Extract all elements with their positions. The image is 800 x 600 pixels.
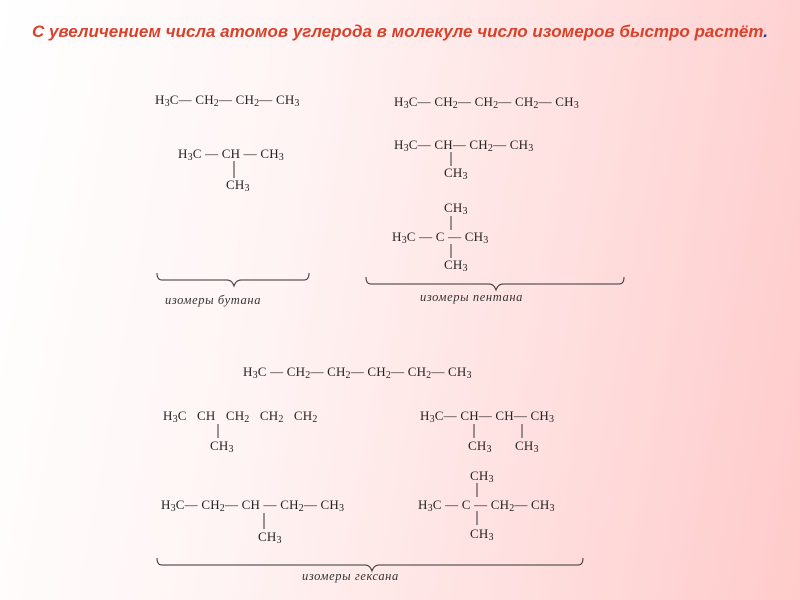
methylpentane3-branch: $CH_3$ (258, 529, 282, 546)
pentane-brace (366, 277, 624, 290)
isobutane-main-chain: $H_3C$ — CH — $CH_3$ (178, 146, 284, 163)
hexane-isomers-label: изомеры гексана (302, 569, 399, 583)
dimethylbutane23-main-chain: $H_3C—$ CH— CH— $CH_3$ (420, 408, 555, 425)
neopentane-top-branch: $CH_3$ (444, 200, 468, 217)
n-pentane-formula: $H_3C—$ $CH_2—$ $CH_2—$ $CH_2—$ $CH_3$ (394, 94, 579, 111)
slide-title-dot: . (763, 22, 769, 41)
dimethylbutane22-main-chain: $H_3C$ — C — $CH_2—$ $CH_3$ (418, 497, 555, 514)
dimethylbutane22-bottom-branch: $CH_3$ (470, 526, 494, 543)
dimethylbutane23-branch-2: $CH_3$ (515, 438, 539, 455)
pentane-isomers-label: изомеры пентана (420, 290, 523, 304)
n-butane-formula: $H_3C—$ $CH_2—$ $CH_2—$ $CH_3$ (155, 92, 300, 109)
isopentane-main-chain: $H_3C—$ CH— $CH_2—$ $CH_3$ (394, 137, 534, 154)
neopentane-main-chain: $H_3C$ — C — $CH_3$ (392, 229, 489, 246)
butane-brace (157, 273, 309, 286)
n-hexane-formula: $H_3C$ — $CH_2—$ $CH_2—$ $CH_2—$ $CH_2—$ $CH_3$ (243, 364, 472, 381)
slide-title-text: С увеличением числа атомов углерода в молекуле число изомеров быстро растёт (31, 22, 764, 41)
isobutane-branch: $CH_3$ (226, 177, 250, 194)
neopentane-bottom-branch: $CH_3$ (444, 257, 468, 274)
butane-isomers-label: изомеры бутана (165, 293, 262, 307)
methylpentane2-main-chain: $H_3C$ CH $CH_2$ $CH_2$ $CH_2$ (163, 408, 318, 425)
isopentane-branch: $CH_3$ (444, 165, 468, 182)
dimethylbutane23-branch-1: $CH_3$ (468, 438, 492, 455)
dimethylbutane22-top-branch: $CH_3$ (470, 468, 494, 485)
methylpentane3-main-chain: $H_3C—$ $CH_2—$ CH — $CH_2—$ $CH_3$ (161, 497, 345, 514)
methylpentane2-branch: $CH_3$ (210, 438, 234, 455)
